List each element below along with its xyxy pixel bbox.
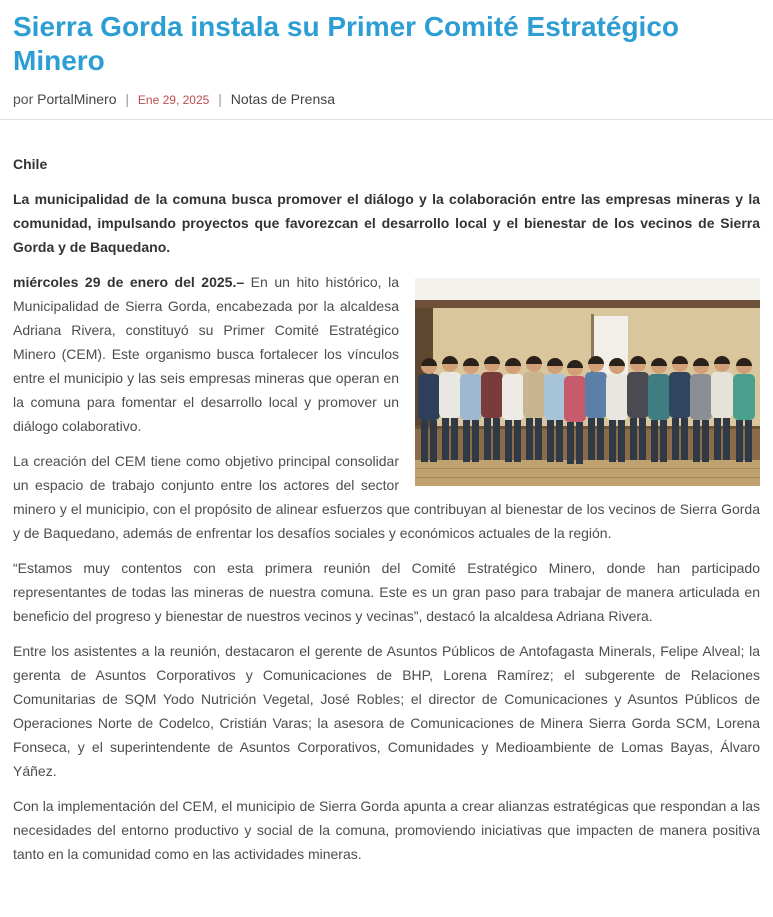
paragraph-3: “Estamos muy contentos con esta primera reunión del Comité Estratégico Minero, donde han participado representantes de todas las mineras de nuestra comuna. Este es un gran paso para trabajar de manera articulada en beneficio del progreso y bienestar de nuestros vecinos y vecinas”, destacó la alcaldesa Adriana Rivera. [13,560,760,625]
byline-prefix: por [13,91,34,108]
lead-paragraph: La municipalidad de la comuna busca promover el diálogo y la colaboración entre las empresas mineras y la comunidad, impulsando proyectos que favorezcan el desarrollo local y el bienestar de los vecinos de Sierra Gorda y de Baquedano. [13,191,760,256]
group-photo-image [415,278,760,486]
paragraph-4: Entre los asistentes a la reunión, destacaron el gerente de Asuntos Públicos de Antofagasta Minerals, Felipe Alveal; la gerenta de Asuntos Corporativos y Comunicaciones de BHP, Lorena Ramírez; el subgerente de Relaciones Comunitarias de SQM Yodo Nutrición Vegetal, José Robles; el director de Comunicaciones y Asuntos Públicos de Operaciones Norte de Codelco, Cristián Varas; la asesora de Comunicaciones de Minera Sierra Gorda SCM, Lorena Fonseca, y el superintendente de Asuntos Corporativos, Comunidades y Medioambiente de Lomas Bayas, Álvaro Yáñez. [13,643,760,780]
meta-separator: | [218,91,222,108]
article-body [13,120,760,866]
article-photo [415,278,760,486]
paragraph-1-date: miércoles 29 de enero del 2025.– [13,274,245,291]
author-link[interactable]: PortalMinero [37,91,117,108]
post-date: Ene 29, 2025 [137,93,210,108]
paragraph-1-text: En un hito histórico, la Municipalidad de Sierra Gorda, encabezada por la alcaldesa Adriana Rivera, constituyó su Primer Comité Estratégico Minero (CEM). Este organismo busca fortalecer los vínculos entre el municipio y las seis empresas mineras que operan en la comuna para fomentar el desarrollo local y promover un diálogo colaborativo. [13,274,400,435]
paragraph-2: La creación del CEM tiene como objetivo principal consolidar un espacio de trabajo conjunto entre los actores del sector minero y el municipio, con el propósito de alinear esfuerzos que contribuyan al bienestar de los vecinos de Sierra Gorda y de Baquedano, además de enfrentar los desafíos sociales y económicos actuales de la región. [13,453,760,542]
post-meta [13,91,760,107]
meta-separator: | [125,91,130,108]
country-label: Chile [13,156,48,173]
article-title: Sierra Gorda instala su Primer Comité Estratégico Minero [13,11,680,77]
category-link[interactable]: Notas de Prensa [230,91,336,108]
paragraph-5: Con la implementación del CEM, el municipio de Sierra Gorda apunta a crear alianzas estratégicas que respondan a las necesidades del entorno productivo y social de la comuna, promoviendo iniciativas que impacten de manera positiva tanto en la comunidad como en las actividades mineras. [13,798,760,863]
